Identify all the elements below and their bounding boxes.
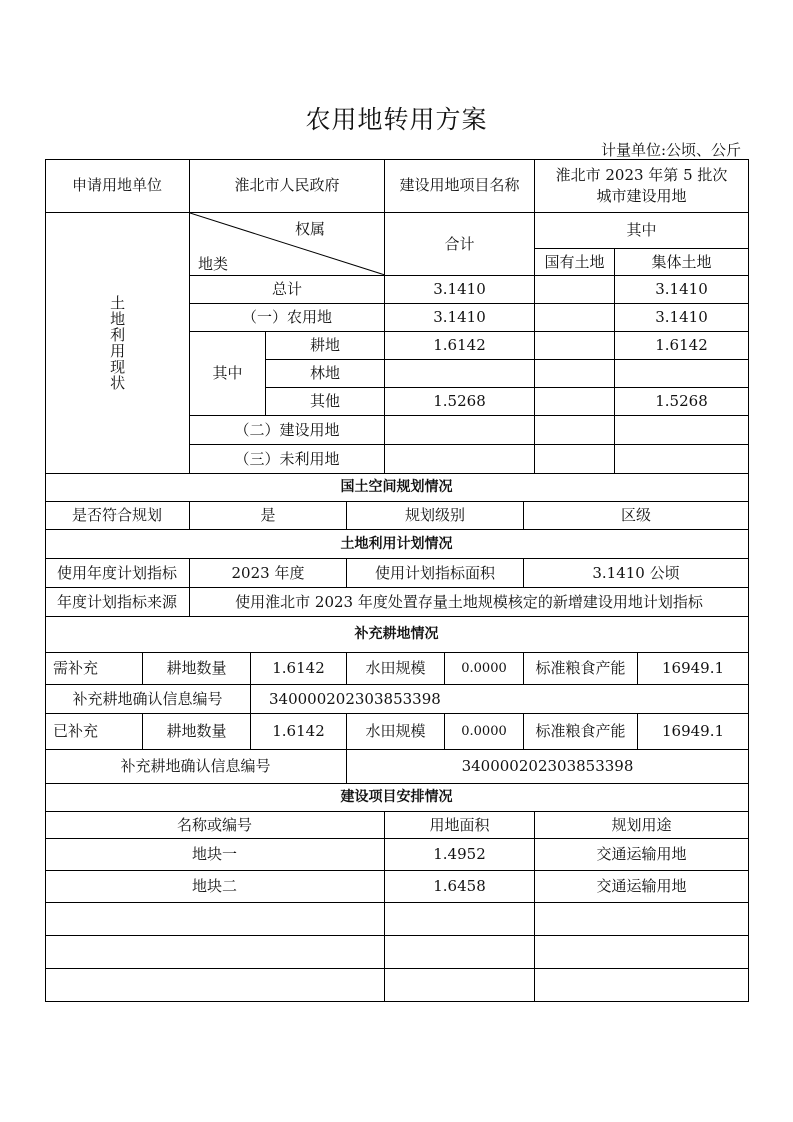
row-other-label: 其他: [266, 388, 385, 416]
need-qty-label: 耕地数量: [143, 653, 251, 685]
row-forest-label: 林地: [266, 360, 385, 388]
row-unused-label: （三）未利用地: [190, 445, 385, 474]
project-row-area: [385, 903, 535, 936]
applicant-value: 淮北市人民政府: [190, 159, 385, 213]
row-other-collective: 1.5268: [615, 388, 749, 416]
among-row-label: 其中: [190, 332, 266, 416]
need-confirm-value: 340000202303853398: [251, 685, 749, 714]
need-paddy-value: 0.0000: [445, 653, 524, 685]
project-row-use: [535, 936, 749, 969]
row-farm-state: [535, 304, 615, 332]
need-grain-label: 标准粮食产能: [524, 653, 638, 685]
row-arable-collective: 1.6142: [615, 332, 749, 360]
done-qty-label: 耕地数量: [143, 714, 251, 750]
done-paddy-label: 水田规模: [347, 714, 445, 750]
project-row-use: 交通运输用地: [535, 871, 749, 903]
row-unused-sum: [385, 445, 535, 474]
plan-level-label: 规划级别: [347, 502, 524, 530]
row-other-state: [535, 388, 615, 416]
row-unused-state: [535, 445, 615, 474]
land-conversion-table: [45, 159, 749, 1002]
plan-area-value: 3.1410 公顷: [524, 559, 749, 588]
done-paddy-value: 0.0000: [445, 714, 524, 750]
row-arable-label: 耕地: [266, 332, 385, 360]
project-value: 淮北市 2023 年第 5 批次城市建设用地: [535, 159, 749, 213]
project-row-name: 地块二: [45, 871, 385, 903]
year-plan-label: 使用年度计划指标: [45, 559, 190, 588]
project-row-name: [45, 903, 385, 936]
row-other-sum: 1.5268: [385, 388, 535, 416]
project-row-name: [45, 936, 385, 969]
need-paddy-label: 水田规模: [347, 653, 445, 685]
row-construction-state: [535, 416, 615, 445]
planning-heading: 国土空间规划情况: [45, 474, 749, 502]
done-label: 已补充: [45, 714, 143, 750]
done-qty-value: 1.6142: [251, 714, 347, 750]
project-row-use: [535, 969, 749, 1002]
plan-level-value: 区级: [524, 502, 749, 530]
row-construction-label: （二）建设用地: [190, 416, 385, 445]
projects-heading: 建设项目安排情况: [45, 784, 749, 812]
projects-col-name: 名称或编号: [45, 812, 385, 839]
among-header: 其中: [535, 213, 749, 249]
row-farm-label: （一）农用地: [190, 304, 385, 332]
row-farm-sum: 3.1410: [385, 304, 535, 332]
done-grain-value: 16949.1: [638, 714, 749, 750]
done-confirm-label: 补充耕地确认信息编号: [45, 750, 347, 784]
project-row-name: 地块一: [45, 839, 385, 871]
plan-source-label: 年度计划指标来源: [45, 588, 190, 617]
diagonal-header-cell: [190, 213, 385, 276]
applicant-label: 申请用地单位: [45, 159, 190, 213]
row-arable-sum: 1.6142: [385, 332, 535, 360]
collective-header: 集体土地: [615, 249, 749, 276]
project-row-area: 1.6458: [385, 871, 535, 903]
landuse-side-label: [45, 213, 190, 474]
landtype-label: 地类: [198, 255, 229, 273]
total-column-header: 合计: [385, 213, 535, 276]
need-grain-value: 16949.1: [638, 653, 749, 685]
row-forest-collective: [615, 360, 749, 388]
document-title: 农用地转用方案: [305, 105, 488, 134]
year-plan-value: 2023 年度: [190, 559, 347, 588]
project-row-use: 交通运输用地: [535, 839, 749, 871]
project-row-use: [535, 903, 749, 936]
project-label: 建设用地项目名称: [385, 159, 535, 213]
row-arable-state: [535, 332, 615, 360]
projects-col-area: 用地面积: [385, 812, 535, 839]
project-row-area: [385, 936, 535, 969]
project-row-name: [45, 969, 385, 1002]
ownership-label: 权属: [295, 220, 326, 238]
row-forest-sum: [385, 360, 535, 388]
row-farm-collective: 3.1410: [615, 304, 749, 332]
done-grain-label: 标准粮食产能: [524, 714, 638, 750]
projects-col-use: 规划用途: [535, 812, 749, 839]
row-total-collective: 3.1410: [615, 276, 749, 304]
landuse-side-text: 土地利用现状: [108, 295, 127, 391]
project-row-area: 1.4952: [385, 839, 535, 871]
project-row-area: [385, 969, 535, 1002]
row-construction-sum: [385, 416, 535, 445]
need-confirm-label: 补充耕地确认信息编号: [45, 685, 251, 714]
row-construction-collective: [615, 416, 749, 445]
need-qty-value: 1.6142: [251, 653, 347, 685]
state-owned-header: 国有土地: [535, 249, 615, 276]
row-forest-state: [535, 360, 615, 388]
conform-label: 是否符合规划: [45, 502, 190, 530]
need-label: 需补充: [45, 653, 143, 685]
conform-value: 是: [190, 502, 347, 530]
row-total-state: [535, 276, 615, 304]
plan-index-heading: 土地利用计划情况: [45, 530, 749, 559]
plan-area-label: 使用计划指标面积: [347, 559, 524, 588]
unit-note: 计量单位:公顷、公斤: [600, 141, 741, 159]
plan-source-value: 使用淮北市 2023 年度处置存量土地规模核定的新增建设用地计划指标: [190, 588, 749, 617]
row-total-label: 总计: [190, 276, 385, 304]
row-unused-collective: [615, 445, 749, 474]
done-confirm-value: 340000202303853398: [347, 750, 749, 784]
row-total-sum: 3.1410: [385, 276, 535, 304]
supplement-heading: 补充耕地情况: [45, 617, 749, 653]
